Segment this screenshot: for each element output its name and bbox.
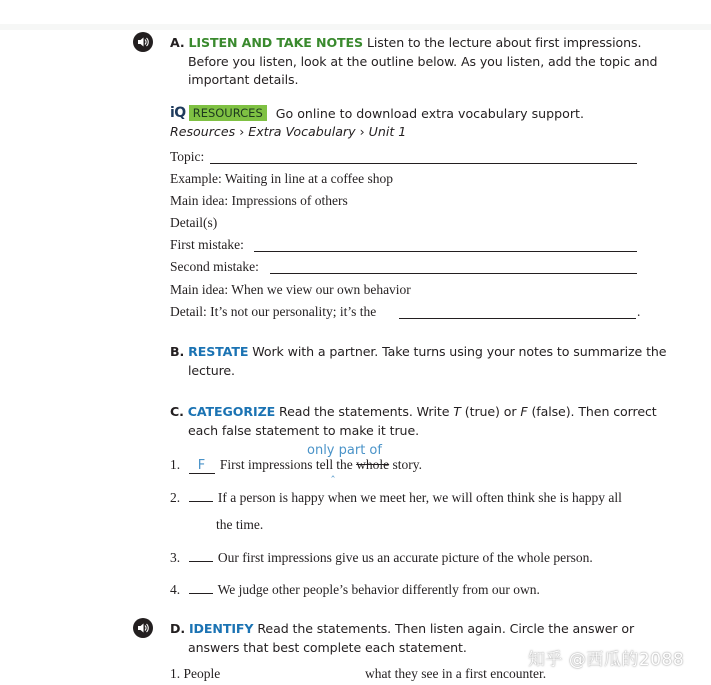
- section-letter: A.: [170, 35, 185, 50]
- outline-main-idea-1: Main idea: Impressions of others: [170, 193, 348, 208]
- topic-blank[interactable]: [210, 163, 637, 164]
- instruction-text: Work with a partner. Take turns using your notes to summarize the: [252, 344, 667, 359]
- instruction-text: T: [453, 404, 461, 419]
- period: .: [637, 304, 641, 319]
- handwritten-answer: F: [197, 458, 206, 473]
- breadcrumb-item[interactable]: Resources: [170, 124, 236, 139]
- outline-example: Example: Waiting in line at a coffee shop: [170, 171, 393, 186]
- statement-number: 1.: [170, 457, 181, 472]
- statement-text: Our first impressions give us an accurate picture of the whole person.: [217, 550, 593, 565]
- statement-text: the: [336, 457, 353, 472]
- statement-text: story.: [392, 457, 422, 472]
- detail-blank[interactable]: [399, 318, 636, 319]
- statement-row: [170, 457, 422, 478]
- instruction-text: answers that best complete each statement.: [188, 639, 467, 655]
- statement-number: 3.: [170, 550, 181, 565]
- section-b-instructions: [170, 343, 666, 380]
- outline-main-idea-2: Main idea: When we view our own behavior: [170, 282, 411, 297]
- resources-banner: [170, 105, 584, 121]
- identify-item-1: [170, 666, 220, 682]
- section-keyword: CATEGORIZE: [187, 404, 276, 419]
- instruction-text: Read the statements. Write: [279, 404, 450, 419]
- outline-detail-label: Detail: It’s not our personality; it’s the: [170, 304, 377, 319]
- outline-topic-label: Topic:: [170, 149, 205, 164]
- outline-details-label: Detail(s): [170, 215, 218, 230]
- instruction-text: important details.: [188, 72, 299, 87]
- chevron-right-icon: ›: [239, 124, 245, 139]
- instruction-text: each false statement to make it true.: [188, 422, 419, 438]
- section-c-instructions: [170, 403, 657, 440]
- section-keyword: IDENTIFY: [188, 621, 254, 636]
- breadcrumb-item[interactable]: Extra Vocabulary: [248, 124, 356, 139]
- section-keyword: RESTATE: [188, 344, 249, 359]
- statement-text: If a person is happy when we meet her, we will often think she is happy all: [217, 490, 622, 505]
- watermark: 知乎 @西瓜的2088: [528, 650, 685, 670]
- resources-text: Go online to download extra vocabulary support.: [275, 105, 584, 121]
- statement-number: 2.: [170, 490, 181, 505]
- instruction-text: Read the statements. Then listen again. Circle the answer or: [257, 621, 635, 636]
- section-letter: B.: [170, 344, 185, 359]
- instruction-text: Listen to the lecture about first impressions.: [366, 35, 642, 50]
- struck-word: whole: [356, 457, 390, 472]
- answer-blank[interactable]: [189, 593, 213, 594]
- second-mistake-blank[interactable]: [270, 273, 637, 274]
- statement-text: the time.: [216, 517, 264, 532]
- speaker-icon: [136, 35, 150, 49]
- section-letter: D.: [170, 621, 186, 636]
- outline-second-mistake-label: Second mistake:: [170, 259, 259, 274]
- instruction-text: Before you listen, look at the outline below. As you listen, add the topic and: [188, 53, 658, 69]
- section-a-instructions: [170, 34, 657, 90]
- item-text: what they see in a first encounter.: [365, 666, 547, 681]
- instruction-text: lecture.: [188, 362, 235, 378]
- instruction-text: F: [520, 404, 528, 419]
- scan-top-edge: [0, 24, 711, 30]
- statement-text: First impressions tell: [219, 457, 334, 472]
- breadcrumb: [170, 124, 406, 139]
- section-keyword: LISTEN AND TAKE NOTES: [188, 35, 364, 50]
- resources-badge: RESOURCES: [189, 105, 267, 121]
- statement-text: We judge other people’s behavior differently from our own.: [217, 582, 540, 597]
- handwritten-correction: only part of: [307, 443, 382, 458]
- breadcrumb-item[interactable]: Unit 1: [368, 124, 407, 139]
- statement-row: [170, 550, 593, 566]
- audio-play-button-a[interactable]: [133, 32, 153, 52]
- item-text: People: [183, 666, 221, 681]
- item-number: 1.: [170, 666, 181, 681]
- instruction-text: (true) or: [464, 404, 517, 419]
- statement-row: [170, 490, 622, 506]
- statement-number: 4.: [170, 582, 181, 597]
- answer-blank[interactable]: [189, 561, 213, 562]
- chevron-right-icon: ›: [359, 124, 365, 139]
- insertion-caret-icon: ‸: [331, 465, 335, 478]
- statement-row: [170, 582, 540, 598]
- first-mistake-blank[interactable]: [254, 251, 637, 252]
- answer-blank[interactable]: [189, 501, 213, 502]
- iq-logo: iQ: [170, 105, 186, 121]
- answer-blank[interactable]: [189, 457, 215, 474]
- instruction-text: (false). Then correct: [531, 404, 657, 419]
- outline-first-mistake-label: First mistake:: [170, 237, 244, 252]
- speaker-icon: [136, 621, 150, 635]
- audio-play-button-d[interactable]: [133, 618, 153, 638]
- section-letter: C.: [170, 404, 184, 419]
